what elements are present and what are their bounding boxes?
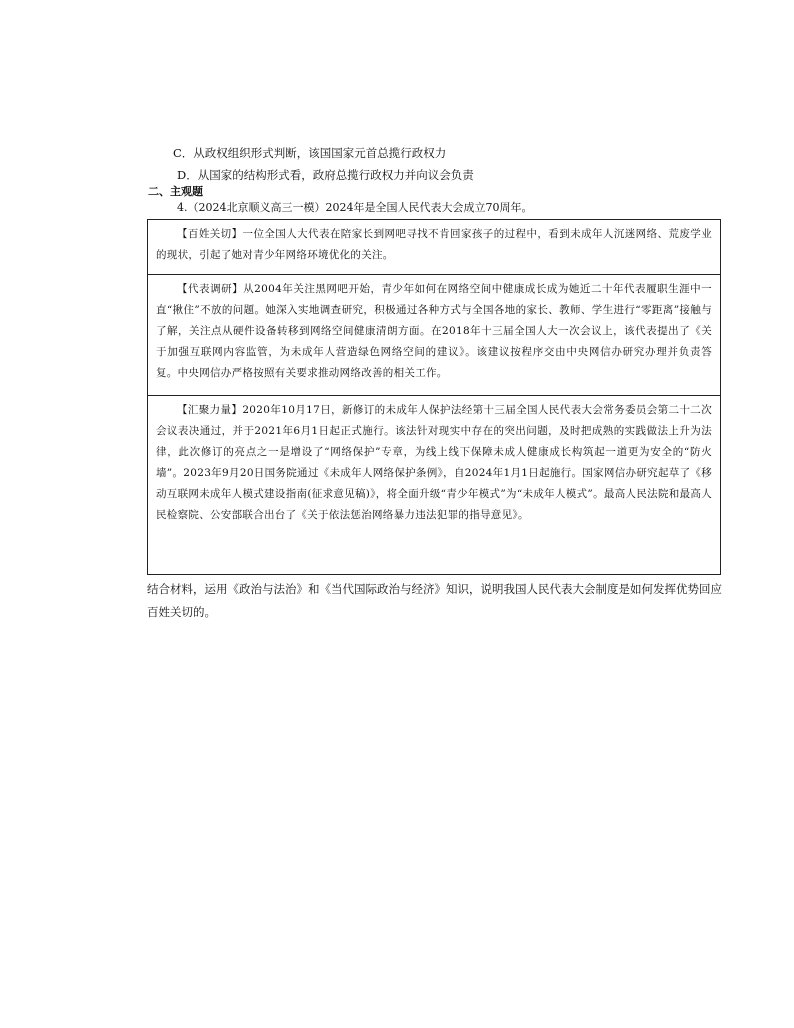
option-c: C．从政权组织形式判断，该国国家元首总揽行政权力 [173,146,447,160]
option-d: D．从国家的结构形式看，政府总揽行政权力并向议会负责 [177,168,474,182]
material-cell-forces [148,396,720,574]
material-paragraph-concern: 【百姓关切】一位全国人大代表在陪家长到网吧寻找不肯回家孩子的过程中，看到未成年人沉迷网络、荒废学业的现状，引起了她对青少年网络环境优化的关注。 [156,228,712,261]
material-table [147,219,721,575]
question-stem: 4.（2024北京顺义高三一模）2024年是全国人民代表大会成立70周年。 [177,201,533,214]
material-paragraph-forces: 【汇聚力量】2020年10月17日，新修订的未成年人保护法经第十三届全国人民代表大会常务委员会第二十二次会议表决通过，并于2021年6月1日起正式施行。该法针对现实中存在的突出问题，及时把成熟的实践做法上升为法律，此次修订的亮点之一是增设了“网络保护”专章，为线上线下保障未成人健康成长构筑起一道更为安全的“防火墙”。2023年9月20日国务院通过《未成年人网络保护条例》，自2024年1月1日起施行。国家网信办研究起草了《移动互联网未成年人模式建设指南(征求意见稿)》，将全面升级“青少年模式”为“未成年人模式”。最高人民法院和最高人民检察院、公安部联合出台了《关于依法惩治网络暴力违法犯罪的指导意见》。 [156,404,712,521]
material-paragraph-research: 【代表调研】从2004年关注黑网吧开始，青少年如何在网络空间中健康成长成为她近二十年代表履职生涯中一直“揪住”不放的问题。她深入实地调查研究，积极通过各种方式与全国各地的家长、教师、学生进行“零距离”接触与了解，关注点从硬件设备转移到网络空间健康清朗方面。在2018年十三届全国人大一次会议上，该代表提出了《关于加强互联网内容监管，为未成年人营造绿色网络空间的建议》。该建议按程序交由中央网信办研究办理并负责答复。中央网信办严格按照有关要求推动网络改善的相关工作。 [156,283,712,379]
material-cell-research [148,275,720,396]
material-cell-concern [148,220,720,275]
question-task: 结合材料，运用《政治与法治》和《当代国际政治与经济》知识，说明我国人民代表大会制度是如何发挥优势回应百姓关切的。 [147,582,722,619]
section-heading: 二、主观题 [148,185,203,198]
